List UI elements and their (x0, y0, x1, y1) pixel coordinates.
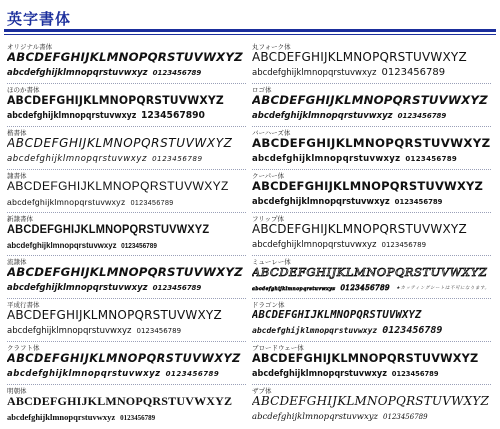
cutting-sheet-note: ★カッティングシートは不可になります。 (395, 285, 490, 291)
font-sample-cooper (252, 170, 491, 213)
uppercase-sample: ABCDEFGHIJKLMNOPQRSTUVWXYZ (252, 136, 491, 150)
font-name: ザプ体 (252, 387, 272, 395)
uppercase-sample: ABCDEFGHIJKLMNOPQRSTUVWXYZ (252, 351, 479, 365)
font-name: フリップ体 (252, 215, 284, 223)
lowercase-sample (252, 411, 428, 423)
font-name: ミューレー体 (252, 258, 291, 266)
uppercase-sample: ABCDEFGHIJKLMNOPQRSTUVWXYZ (7, 93, 224, 107)
font-sample-original (7, 41, 246, 84)
lowercase-text: abcdefghijklmnopqrstuvwxyz (7, 68, 148, 78)
uppercase-sample: ABCDEFGHIJKLMNOPQRSTUVWXYZ (7, 222, 210, 236)
lowercase-text: abcdefghijklmnopqrstuvwxyz (252, 326, 378, 335)
uppercase-sample: ABCDEFGHIJKLMNOPQRSTUVWXYZ (252, 309, 422, 321)
lowercase-text: abcdefghijklmnopqrstuvwxyz (7, 369, 161, 379)
digits-sample: 0123456789 (405, 155, 458, 163)
uppercase-sample: ABCDEFGHIJKLMNOPQRSTUVWXYZ (252, 50, 467, 64)
lowercase-sample (252, 368, 439, 380)
digits-sample: 0123456789 (391, 370, 439, 378)
digits-sample: 0123456789 (397, 112, 447, 120)
digits-sample: 1234567890 (140, 110, 205, 121)
uppercase-sample: ABCDEFGHIJKLMNOPQRSTUVWXYZ (7, 352, 241, 365)
font-sample-craft (7, 342, 246, 385)
lowercase-sample (7, 67, 201, 79)
font-name: ロゴ体 (252, 86, 272, 94)
uppercase-sample: ABCDEFGHIJKLMNOPQRSTUVWXYZ (7, 394, 233, 408)
digits-sample: 0123456789 (121, 243, 157, 250)
font-list-right (252, 41, 491, 427)
lowercase-sample (252, 196, 442, 208)
lowercase-sample (7, 282, 201, 294)
lowercase-sample (7, 325, 181, 337)
font-sample-zapf (252, 385, 491, 427)
font-name: 新隷書体 (7, 215, 33, 223)
font-name: クラフト体 (7, 344, 40, 352)
font-name: オリジナル書体 (7, 43, 53, 51)
lowercase-sample (7, 411, 155, 424)
font-sample-logo (252, 84, 491, 127)
lowercase-text: abcdefghijklmnopqrstuvwxyz (7, 326, 132, 336)
lowercase-text: abcdefghijklmnopqrstuvwxyz (252, 154, 401, 164)
digits-sample: 0123456789 (165, 370, 220, 378)
font-list-left (7, 41, 246, 427)
lowercase-text: abcdefghijklmnopqrstuvwxyz (252, 287, 336, 292)
font-sample-honoka (7, 84, 246, 127)
lowercase-sample (7, 196, 174, 210)
uppercase-sample: ABCDEFGHIJKLMNOPQRSTUVWXYZ (252, 222, 467, 236)
lowercase-text: abcdefghijklmnopqrstuvwxyz (252, 240, 377, 250)
font-name: 丸フォーク体 (252, 43, 291, 51)
font-name: ほのか書体 (7, 86, 40, 94)
lowercase-text: abcdefghijklmnopqrstuvwxyz (7, 197, 126, 207)
page-header (0, 0, 500, 38)
lowercase-text: abcdefghijklmnopqrstuvwxyz (252, 412, 379, 422)
lowercase-sample (252, 239, 426, 251)
font-sample-bauhaus (252, 127, 491, 170)
lowercase-sample (7, 368, 219, 380)
uppercase-sample: ABCDEFGHIJKLMNOPQRSTUVWXYZ (7, 265, 243, 279)
uppercase-sample: ABCDEFGHIJKLMNOPQRSTUVWXYZ (7, 308, 222, 322)
digits-sample: 0123456789 (381, 67, 446, 78)
lowercase-sample (252, 282, 490, 296)
digits-sample: 0123456789 (152, 69, 202, 77)
digits-sample: 0123456789 (120, 414, 156, 422)
lowercase-text: abcdefghijklmnopqrstuvwxyz (7, 412, 116, 422)
font-sample-mincho (7, 385, 246, 427)
font-sample-shinreisho (7, 213, 246, 256)
uppercase-sample: ABCDEFGHIJKLMNOPQRSTUVWXYZ (7, 179, 229, 193)
uppercase-sample: ABCDEFGHIJKLMNOPQRSTUVWXYZ (252, 394, 490, 408)
lowercase-sample (252, 325, 442, 337)
digits-sample: 0123456789 (130, 200, 174, 207)
font-name: 楷書体 (7, 129, 27, 137)
lowercase-text: abcdefghijklmnopqrstuvwxyz (252, 68, 377, 78)
uppercase-sample: ABCDEFGHIJKLMNOPQRSTUVWXYZ (252, 179, 484, 193)
font-sample-maru-fork (252, 41, 491, 84)
digits-sample: 0123456789 (394, 198, 443, 206)
font-name: 流隷体 (7, 258, 27, 266)
lowercase-text: abcdefghijklmnopqrstuvwxyz (7, 283, 148, 293)
font-name: 明朝体 (7, 387, 27, 395)
font-sample-flip (252, 213, 491, 256)
title-rule (4, 29, 496, 32)
lowercase-text: abcdefghijklmnopqrstuvwxyz (7, 240, 117, 250)
font-sample-heisei-gyosho (7, 299, 246, 342)
font-name: ドラゴン体 (252, 301, 285, 309)
lowercase-text: abcdefghijklmnopqrstuvwxyz (252, 197, 390, 207)
digits-sample: 0123456789 (381, 241, 427, 249)
font-name: 隷書体 (7, 172, 27, 180)
uppercase-sample: ABCDEFGHIJKLMNOPQRSTUVWXYZ (7, 136, 233, 150)
digits-sample: 0123456789 (152, 284, 202, 292)
font-sample-reisho (7, 170, 246, 213)
lowercase-sample (7, 153, 203, 165)
lowercase-text: abcdefghijklmnopqrstuvwxyz (7, 111, 137, 121)
font-sample-broadway (252, 342, 491, 385)
digits-sample: 0123456789 (383, 413, 428, 421)
uppercase-sample: ABCDEFGHIJKLMNOPQRSTUVWXYZ (252, 265, 488, 279)
font-sample-ryurei (7, 256, 246, 299)
uppercase-sample: ABCDEFGHIJKLMNOPQRSTUVWXYZ (252, 93, 488, 107)
font-name: クーパー体 (252, 172, 285, 180)
lowercase-sample (252, 153, 457, 165)
lowercase-text: abcdefghijklmnopqrstuvwxyz (252, 369, 387, 379)
lowercase-sample (7, 110, 205, 122)
font-name: 平成行書体 (7, 301, 40, 309)
page-title: 英字書体 (7, 10, 72, 28)
font-sample-mule (252, 256, 491, 299)
lowercase-sample (252, 67, 445, 79)
lowercase-sample (7, 239, 157, 253)
digits-sample: 0123456789 (340, 284, 390, 292)
font-name: バーハーズ体 (252, 129, 291, 137)
digits-sample: 0123456789 (136, 327, 182, 335)
lowercase-text: abcdefghijklmnopqrstuvwxyz (7, 154, 148, 164)
digits-sample: 0123456789 (382, 325, 443, 336)
digits-sample: 0123456789 (152, 155, 203, 163)
font-sample-kaisho (7, 127, 246, 170)
title-rule-thin (4, 34, 496, 35)
font-name: ブロードウェー体 (252, 344, 304, 352)
lowercase-sample (252, 110, 446, 122)
font-sample-dragon (252, 299, 491, 342)
lowercase-text: abcdefghijklmnopqrstuvwxyz (252, 111, 393, 121)
uppercase-sample: ABCDEFGHIJKLMNOPQRSTUVWXYZ (7, 50, 243, 64)
